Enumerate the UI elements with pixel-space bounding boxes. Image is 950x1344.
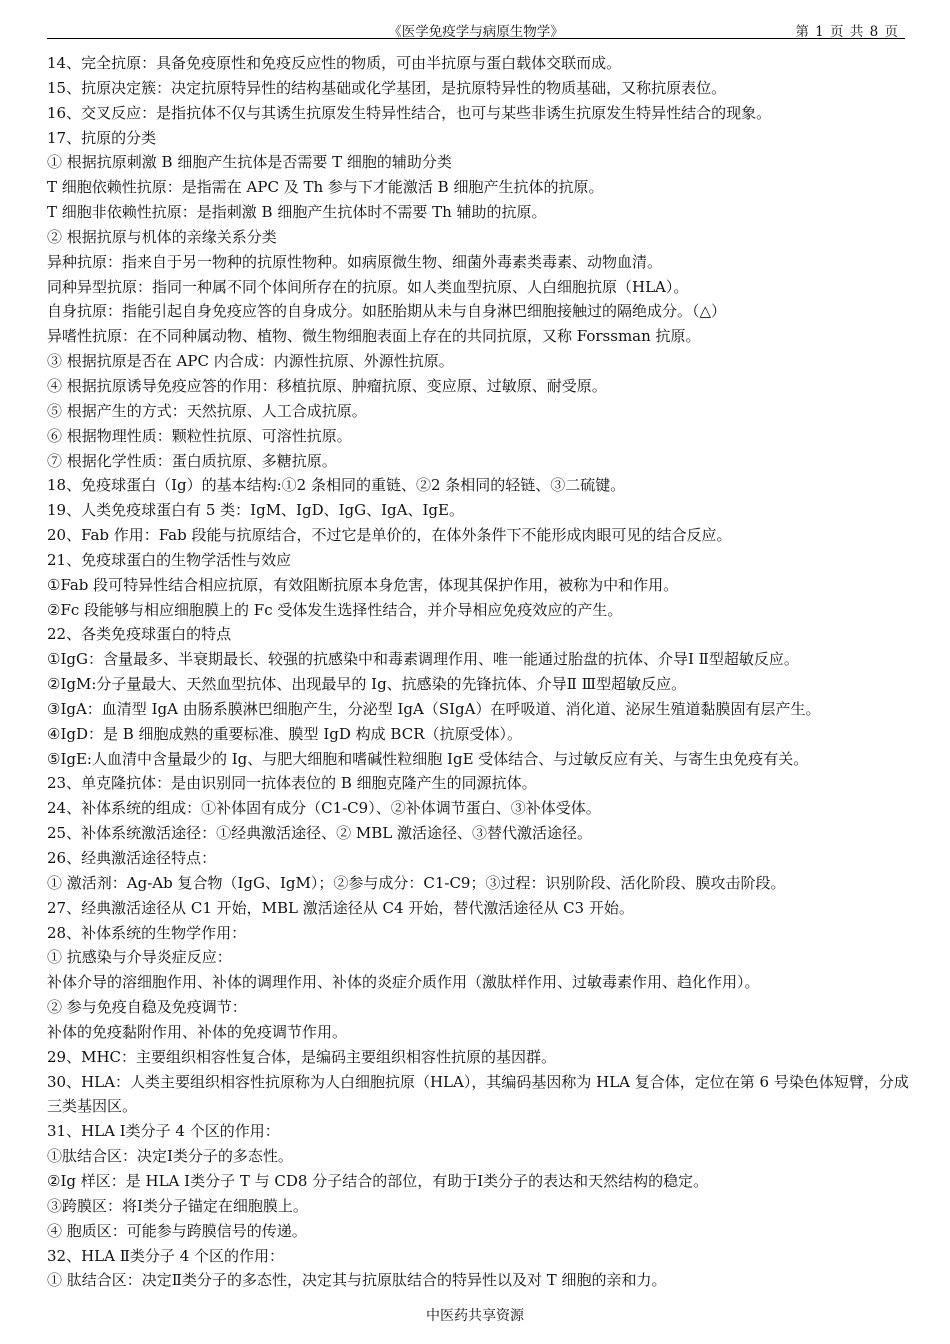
text-line: ② 参与免疫自稳及免疫调节： — [47, 998, 247, 1017]
text-line: ④ 根据抗原诱导免疫应答的作用：移植抗原、肿瘤抗原、变应原、过敏原、耐受原。 — [47, 376, 607, 395]
text-line: ⑦ 根据化学性质：蛋白质抗原、多糖抗原。 — [47, 451, 337, 470]
text-line: 17、抗原的分类 — [47, 128, 157, 147]
text-line: 补体介导的溶细胞作用、补体的调理作用、补体的炎症介质作用（激肽样作用、过敏毒素作用、趋化作用）。 — [47, 973, 760, 992]
text-line: 16、交叉反应：是指抗体不仅与其诱生抗原发生特异性结合，也可与某些非诱生抗原发生特异性结合的现象。 — [47, 103, 772, 122]
text-line: 22、各类免疫球蛋白的特点 — [47, 625, 232, 644]
text-line: 18、免疫球蛋白（Ig）的基本结构:①2 条相同的重链、②2 条相同的轻链、③二硫键。 — [47, 476, 626, 495]
text-line: 24、补体系统的组成：①补体固有成分（C1-C9）、②补体调节蛋白、③补体受体。 — [47, 799, 601, 818]
text-line: ②Fc 段能够与相应细胞膜上的 Fc 受体发生选择性结合，并介导相应免疫效应的产生。 — [47, 600, 623, 619]
text-line: ① 抗感染与介导炎症反应： — [47, 948, 232, 967]
page-number: 第 1 页 共 8 页 — [795, 24, 899, 40]
text-line: 23、单克隆抗体：是由识别同一抗体表位的 B 细胞克隆产生的同源抗体。 — [47, 774, 537, 793]
text-line: ④ 胞质区：可能参与跨膜信号的传递。 — [47, 1221, 307, 1240]
page-header — [47, 18, 905, 39]
document-body — [47, 51, 910, 1293]
text-line: 30、HLA：人类主要组织相容性抗原称为人白细胞抗原（HLA），其编码基因称为 HLA 复合体，定位在第 6 号染色体短臂，分成三类基因区。 — [47, 1072, 909, 1116]
document-title: 《医学免疫学与病原生物学》 — [388, 24, 564, 40]
text-line: 32、HLA Ⅱ类分子 4 个区的作用： — [47, 1246, 285, 1265]
text-line: ⑥ 根据物理性质：颗粒性抗原、可溶性抗原。 — [47, 426, 352, 445]
text-line: ①Fab 段可特异性结合相应抗原，有效阻断抗原本身危害，体现其保护作用，被称为中和作用。 — [47, 575, 679, 594]
text-line: 28、补体系统的生物学作用： — [47, 923, 247, 942]
text-line: ① 激活剂：Ag-Ab 复合物（IgG、IgM）；②参与成分：C1-C9；③过程：识别阶段、活化阶段、膜攻击阶段。 — [47, 873, 786, 892]
text-line: ①IgG：含量最多、半衰期最长、较强的抗感染中和毒素调理作用、唯一能通过胎盘的抗体、介导Ⅰ Ⅱ型超敏反应。 — [47, 650, 799, 669]
text-line: 19、人类免疫球蛋白有 5 类：IgM、IgD、IgG、IgA、IgE。 — [47, 501, 464, 520]
text-line: ①肽结合区：决定Ⅰ类分子的多态性。 — [47, 1147, 293, 1166]
text-line: 14、完全抗原：具备免疫原性和免疫反应性的物质，可由半抗原与蛋白载体交联而成。 — [47, 54, 622, 72]
text-line: 自身抗原：指能引起自身免疫应答的自身成分。如胚胎期从未与自身淋巴细胞接触过的隔绝成分。（△） — [47, 302, 727, 321]
text-line: 21、免疫球蛋白的生物学活性与效应 — [47, 550, 292, 569]
text-line: ②IgM:分子量最大、天然血型抗体、出现最早的 Ig、抗感染的先锋抗体、介导Ⅱ Ⅲ型超敏反应。 — [47, 675, 687, 694]
text-line: ① 根据抗原刺激 B 细胞产生抗体是否需要 T 细胞的辅助分类 — [47, 153, 452, 172]
text-line: ③跨膜区：将Ⅰ类分子锚定在细胞膜上。 — [47, 1196, 308, 1215]
text-line: 29、MHC：主要组织相容性复合体，是编码主要组织相容性抗原的基因群。 — [47, 1047, 557, 1066]
text-line: ⑤ 根据产生的方式：天然抗原、人工合成抗原。 — [47, 401, 367, 420]
text-line: ③IgA：血清型 IgA 由肠系膜淋巴细胞产生，分泌型 IgA（SIgA）在呼吸道、消化道、泌尿生殖道黏膜固有层产生。 — [47, 699, 821, 718]
text-line: ④IgD：是 B 细胞成熟的重要标准、膜型 IgD 构成 BCR（抗原受体）。 — [47, 724, 522, 743]
page-footer: 中医药共享资源 — [426, 1308, 524, 1324]
text-line: ②Ig 样区：是 HLA Ⅰ类分子 T 与 CD8 分子结合的部位，有助于Ⅰ类分子的表达和天然结构的稳定。 — [47, 1171, 709, 1190]
text-line: T 细胞依赖性抗原：是指需在 APC 及 Th 参与下才能激活 B 细胞产生抗体的抗原。 — [47, 178, 604, 197]
text-line: 27、经典激活途径从 C1 开始，MBL 激活途径从 C4 开始，替代激活途径从 C3 开始。 — [47, 898, 634, 917]
text-line: 补体的免疫黏附作用、补体的免疫调节作用。 — [47, 1022, 348, 1041]
text-line: 20、Fab 作用：Fab 段能与抗原结合，不过它是单价的，在体外条件下不能形成肉眼可见的结合反应。 — [47, 526, 732, 545]
text-line: ⑤IgE:人血清中含量最少的 Ig、与肥大细胞和嗜碱性粒细胞 IgE 受体结合、与过敏反应有关、与寄生虫免疫有关。 — [47, 749, 809, 768]
text-line: 异种抗原：指来自于另一物种的抗原性物种。如病原微生物、细菌外毒素类毒素、动物血清。 — [47, 252, 663, 271]
text-line: ① 肽结合区：决定Ⅱ类分子的多态性，决定其与抗原肽结合的特异性以及对 T 细胞的亲和力。 — [47, 1271, 667, 1290]
text-line: 同种异型抗原：指同一种属不同个体间所存在的抗原。如人类血型抗原、人白细胞抗原（HLA）。 — [47, 277, 689, 296]
text-line: 25、补体系统激活途径：①经典激活途径、② MBL 激活途径、③替代激活途径。 — [47, 824, 592, 843]
text-line: ③ 根据抗原是否在 APC 内合成：内源性抗原、外源性抗原。 — [47, 352, 454, 371]
text-line: T 细胞非依赖性抗原：是指刺激 B 细胞产生抗体时不需要 Th 辅助的抗原。 — [47, 203, 547, 222]
text-line: 26、经典激活途径特点： — [47, 849, 217, 867]
text-line: 15、抗原决定簇：决定抗原特异性的结构基础或化学基团，是抗原特异性的物质基础，又称抗原表位。 — [47, 78, 727, 97]
text-line: ② 根据抗原与机体的亲缘关系分类 — [47, 227, 277, 246]
text-line: 31、HLA Ⅰ类分子 4 个区的作用： — [47, 1122, 280, 1141]
text-line: 异嗜性抗原：在不同种属动物、植物、微生物细胞表面上存在的共同抗原，又称 Forssman 抗原。 — [47, 327, 701, 346]
